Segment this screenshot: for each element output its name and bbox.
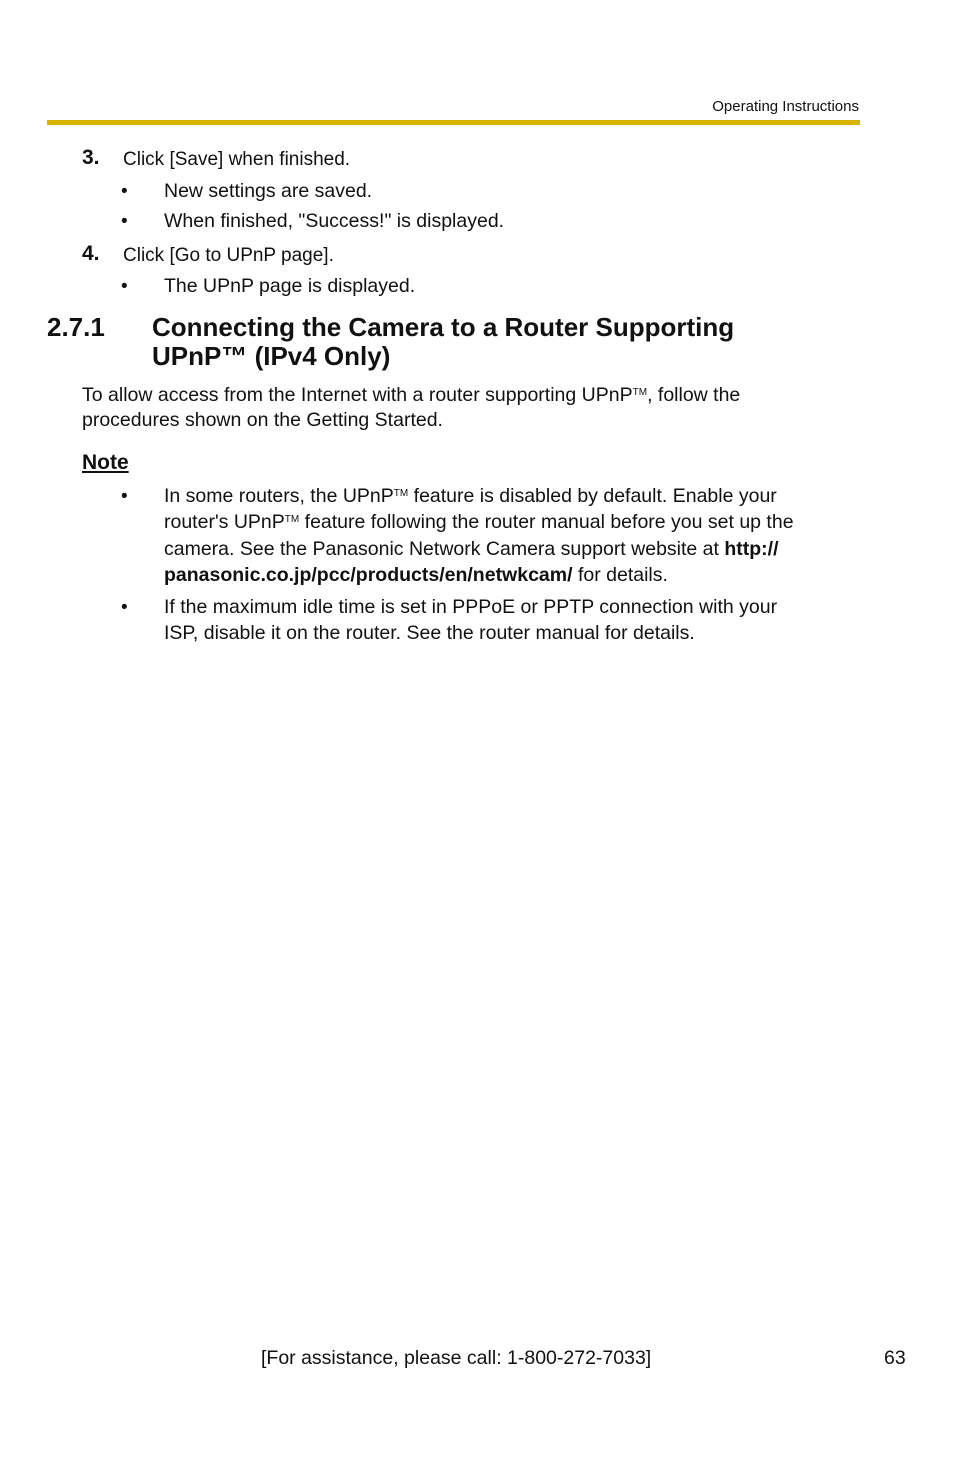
note-text: In some routers, the UPnP [164,485,394,507]
bullet-text: New settings are saved. [164,180,373,202]
step-number: 3. [82,146,100,169]
bullet-icon: • [121,486,128,507]
note-text: feature is disabled by default. Enable your [408,485,777,507]
step-number: 4. [82,242,100,265]
section-title-line2: UPnP™ (IPv4 Only) [152,341,391,371]
section-number: 2.7.1 [47,312,105,342]
footer-assistance: [For assistance, please call: 1-800-272-7033] [261,1347,652,1369]
note-text: router's UPnP [164,511,285,533]
bullet-text: When finished, "Success!" is displayed. [164,210,505,232]
note-item1-line2 [164,511,794,534]
intro-text: , follow the [647,384,741,406]
note-text: for details. [572,564,668,586]
bullet-icon: • [121,597,128,618]
note-item1-line4 [164,564,668,587]
note-text: feature following the router manual before you set up the [299,511,794,533]
step-text: Click [Save] when finished. [123,149,351,170]
note-item2-line2: ISP, disable it on the router. See the router manual for details. [164,622,695,644]
trademark-mark: TM [393,488,409,499]
support-link[interactable]: panasonic.co.jp/pcc/products/en/netwkcam/ [164,564,573,586]
note-heading: Note [82,451,129,474]
support-link[interactable]: http:// [724,538,779,560]
step-text: Click [Go to UPnP page]. [123,245,334,266]
intro-text: To allow access from the Internet with a router supporting UPnP [82,384,633,406]
trademark-mark: TM [632,387,648,398]
note-item1-line3 [164,538,779,561]
section-title-line1: Connecting the Camera to a Router Supporting [152,312,735,342]
intro-line2: procedures shown on the Getting Started. [82,409,443,431]
note-item2-line1: If the maximum idle time is set in PPPoE or PPTP connection with your [164,596,778,618]
header-rule [47,120,860,125]
trademark-mark: TM [284,514,300,525]
bullet-text: The UPnP page is displayed. [164,275,416,297]
bullet-icon: • [121,211,128,232]
intro-line1 [82,384,740,407]
page-number: 63 [884,1347,906,1369]
bullet-icon: • [121,276,128,297]
note-text: camera. See the Panasonic Network Camera support website at [164,538,725,560]
bullet-icon: • [121,181,128,202]
note-item1-line1 [164,485,777,508]
header-label: Operating Instructions [712,98,859,115]
